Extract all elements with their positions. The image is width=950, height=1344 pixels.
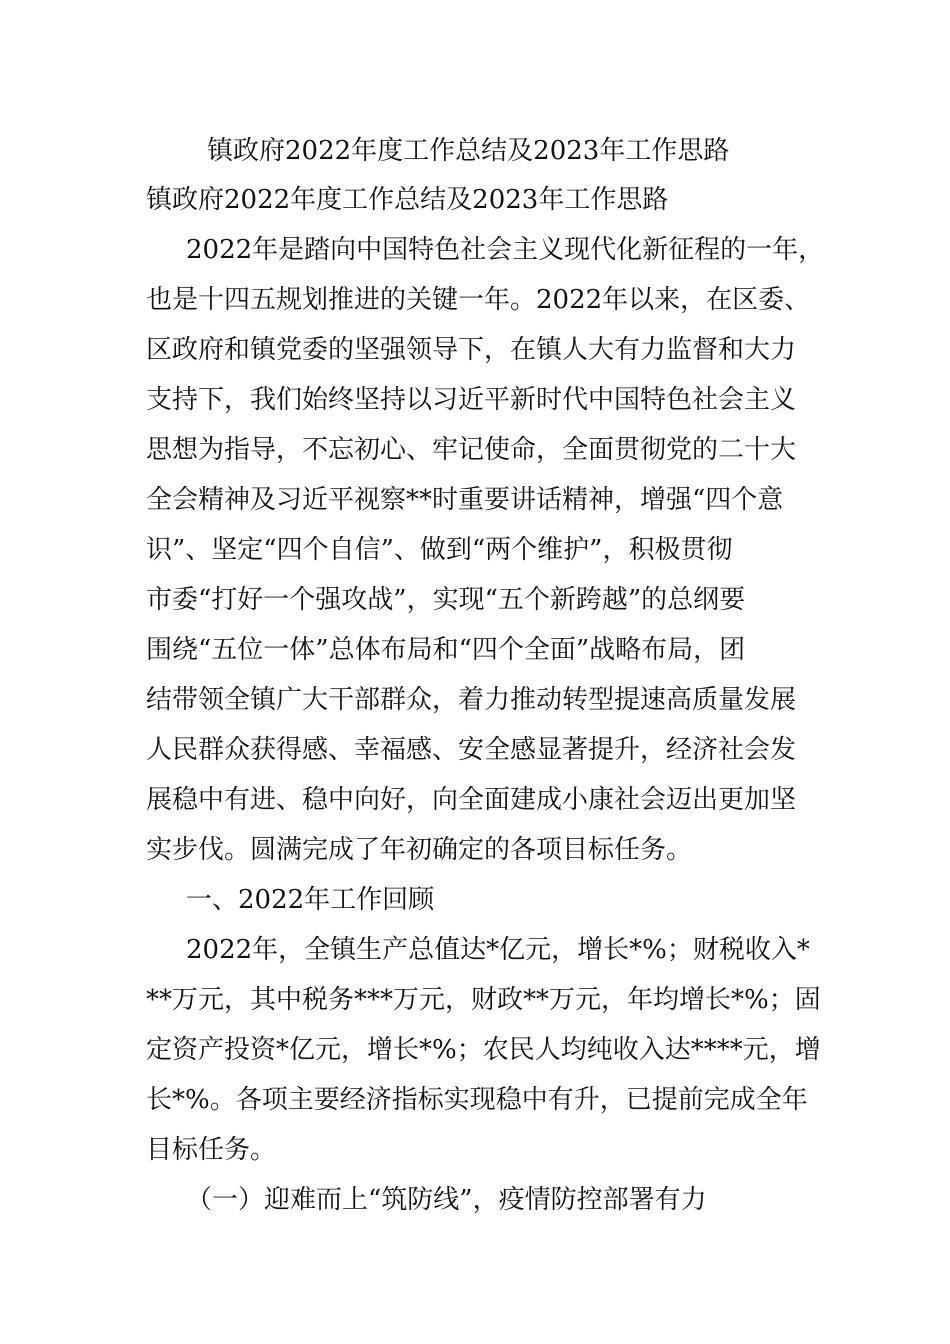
paragraph-line: 2022年，全镇生产总值达*亿元，增长*%；财税收入*	[186, 935, 810, 965]
paragraph-line: 定资产投资*亿元，增长*%；农民人均纯收入达****元，增	[146, 1035, 821, 1065]
paragraph-line: 区政府和镇党委的坚强领导下，在镇人大有力监督和大力	[146, 335, 797, 365]
paragraph-line: 识”、坚定“四个自信”、做到“两个维护”，积极贯彻	[146, 535, 733, 565]
paragraph-line: 目标任务。	[146, 1135, 277, 1165]
paragraph-line: 2022年是踏向中国特色社会主义现代化新征程的一年，	[186, 235, 825, 265]
paragraph-line: 围绕“五位一体”总体布局和“四个全面”战略布局，团	[146, 635, 746, 665]
document-subtitle: 镇政府2022年度工作总结及2023年工作思路	[146, 185, 669, 215]
paragraph-line: 实步伐。圆满完成了年初确定的各项目标任务。	[146, 835, 693, 865]
paragraph-line: 长*%。各项主要经济指标实现稳中有升，已提前完成全年	[146, 1085, 808, 1115]
paragraph-line: 思想为指导，不忘初心、牢记使命，全面贯彻党的二十大	[146, 435, 797, 465]
section-heading: 一、2022年工作回顾	[186, 885, 435, 915]
document-title: 镇政府2022年度工作总结及2023年工作思路	[207, 136, 730, 166]
paragraph-line: 支持下，我们始终坚持以习近平新时代中国特色社会主义	[146, 385, 797, 415]
paragraph-line: 也是十四五规划推进的关键一年。2022年以来，在区委、	[146, 285, 811, 315]
paragraph-line: 结带领全镇广大干部群众，着力推动转型提速高质量发展	[146, 685, 797, 715]
paragraph-line: **万元，其中税务***万元，财政**万元，年均增长*%；固	[146, 985, 821, 1015]
paragraph-line: 市委“打好一个强攻战”，实现“五个新跨越”的总纲要	[146, 585, 746, 615]
subsection-heading: （一）迎难而上“筑防线”，疫情防控部署有力	[186, 1185, 707, 1215]
paragraph-line: 全会精神及习近平视察**时重要讲话精神，增强“四个意	[146, 485, 784, 515]
paragraph-line: 人民群众获得感、幸福感、安全感显著提升，经济社会发	[146, 735, 797, 765]
paragraph-line: 展稳中有进、稳中向好，向全面建成小康社会迈出更加坚	[146, 785, 797, 815]
